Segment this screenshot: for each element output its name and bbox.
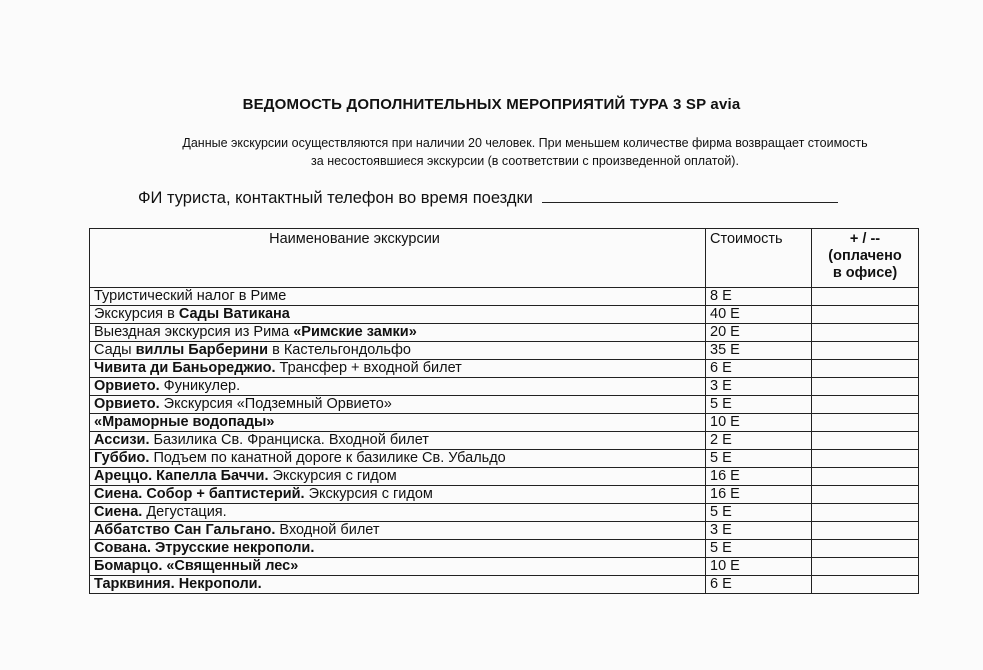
excursion-name-cell xyxy=(90,468,706,486)
excursion-name-plain: Экскурсия с гидом xyxy=(268,468,397,484)
table-row xyxy=(90,522,919,540)
excursion-name-plain: Базилика Св. Франциска. Входной билет xyxy=(149,432,429,448)
excursion-name-cell xyxy=(90,342,706,360)
fio-label: ФИ туриста, контактный телефон во время поездки xyxy=(138,189,533,207)
excursion-paid-cell[interactable] xyxy=(812,504,919,522)
excursion-paid-cell[interactable] xyxy=(812,396,919,414)
note-line-2: за несостоявшиеся экскурсии (в соответствии с произведенной оплатой). xyxy=(311,154,739,168)
header-cost: Стоимость xyxy=(706,229,812,288)
document-title: ВЕДОМОСТЬ ДОПОЛНИТЕЛЬНЫХ МЕРОПРИЯТИЙ ТУРА 3 SP avia xyxy=(242,96,741,113)
table-row xyxy=(90,306,919,324)
conditions-note xyxy=(120,134,930,170)
excursion-name-bold: Тарквиния. Некрополи. xyxy=(94,576,262,592)
table-row xyxy=(90,540,919,558)
excursion-paid-cell[interactable] xyxy=(812,576,919,594)
excursion-cost-cell: 5 Е xyxy=(706,396,812,414)
excursion-cost-cell: 16 Е xyxy=(706,486,812,504)
excursion-name-bold: «Мраморные водопады» xyxy=(94,414,275,430)
table-row xyxy=(90,288,919,306)
excursion-paid-cell[interactable] xyxy=(812,360,919,378)
excursion-paid-cell[interactable] xyxy=(812,288,919,306)
header-name: Наименование экскурсии xyxy=(90,229,706,288)
table-header-row xyxy=(90,229,919,288)
excursion-cost-cell: 35 Е xyxy=(706,342,812,360)
excursion-name-bold: Ассизи. xyxy=(94,432,150,448)
excursion-name-bold: «Римские замки» xyxy=(293,324,417,340)
excursion-paid-cell[interactable] xyxy=(812,522,919,540)
excursion-cost-cell: 10 Е xyxy=(706,558,812,576)
excursion-cost-cell: 2 Е xyxy=(706,432,812,450)
excursion-name-plain: Экскурсия с гидом xyxy=(304,486,433,502)
excursion-name-cell xyxy=(90,504,706,522)
excursion-paid-cell[interactable] xyxy=(812,306,919,324)
excursion-paid-cell[interactable] xyxy=(812,468,919,486)
excursion-name-bold: Сиена. Собор + баптистерий. xyxy=(94,486,305,502)
table-row xyxy=(90,342,919,360)
excursion-name-prefix: Выездная экскурсия из Рима xyxy=(94,324,294,340)
excursion-cost-cell: 16 Е xyxy=(706,468,812,486)
excursion-name-plain: Подъем по канатной дороге к базилике Св. Убальдо xyxy=(149,450,506,466)
excursions-table xyxy=(89,228,919,594)
excursion-paid-cell[interactable] xyxy=(812,378,919,396)
table-row xyxy=(90,378,919,396)
excursion-name-bold: Бомарцо. «Священный лес» xyxy=(94,558,299,574)
excursion-name-cell xyxy=(90,306,706,324)
excursion-name-plain: в Кастельгондольфо xyxy=(268,342,411,358)
table-row xyxy=(90,414,919,432)
header-paid-line-2: (оплачено xyxy=(828,248,902,264)
excursion-name-plain: Экскурсия «Подземный Орвието» xyxy=(159,396,392,412)
excursion-paid-cell[interactable] xyxy=(812,450,919,468)
table-row xyxy=(90,432,919,450)
excursion-cost-cell: 8 Е xyxy=(706,288,812,306)
excursion-paid-cell[interactable] xyxy=(812,432,919,450)
excursion-cost-cell: 5 Е xyxy=(706,504,812,522)
excursion-name-bold: Орвието. xyxy=(94,378,160,394)
table-row xyxy=(90,324,919,342)
excursion-name-bold: виллы Барберини xyxy=(135,342,269,358)
excursion-name-cell xyxy=(90,360,706,378)
excursion-name-cell xyxy=(90,378,706,396)
excursion-cost-cell: 3 Е xyxy=(706,378,812,396)
excursion-cost-cell: 20 Е xyxy=(706,324,812,342)
header-paid-line-3: в офисе) xyxy=(832,265,898,281)
excursion-name-cell xyxy=(90,576,706,594)
excursion-paid-cell[interactable] xyxy=(812,342,919,360)
header-paid xyxy=(812,229,919,288)
excursion-cost-cell: 10 Е xyxy=(706,414,812,432)
excursion-name-cell xyxy=(90,324,706,342)
excursion-name-plain: Туристический налог в Риме xyxy=(94,288,287,304)
tourist-contact-field xyxy=(138,188,838,208)
table-row xyxy=(90,396,919,414)
excursion-paid-cell[interactable] xyxy=(812,558,919,576)
table-row xyxy=(90,486,919,504)
excursion-cost-cell: 5 Е xyxy=(706,540,812,558)
excursion-name-cell xyxy=(90,558,706,576)
excursion-name-cell xyxy=(90,414,706,432)
excursion-name-cell xyxy=(90,540,706,558)
excursion-name-cell xyxy=(90,486,706,504)
excursion-paid-cell[interactable] xyxy=(812,540,919,558)
excursion-name-bold: Сиена. xyxy=(94,504,143,520)
fio-blank-line[interactable] xyxy=(542,188,838,203)
excursion-name-bold: Сады Ватикана xyxy=(178,306,290,322)
excursion-name-bold: Ареццо. Капелла Баччи. xyxy=(94,468,269,484)
excursion-name-bold: Чивита ди Баньореджио. xyxy=(94,360,276,376)
table-row xyxy=(90,468,919,486)
table-row xyxy=(90,504,919,522)
excursion-name-bold: Аббатство Сан Гальгано. xyxy=(94,522,276,538)
table-row xyxy=(90,558,919,576)
excursion-name-plain: Дегустация. xyxy=(142,504,227,520)
table-body xyxy=(90,288,919,594)
table-row xyxy=(90,576,919,594)
table-row xyxy=(90,360,919,378)
excursion-name-cell xyxy=(90,432,706,450)
excursion-name-prefix: Сады xyxy=(94,342,136,358)
excursion-name-prefix: Экскурсия в xyxy=(94,306,179,322)
excursion-name-cell xyxy=(90,288,706,306)
excursion-name-bold: Сована. Этрусские некрополи. xyxy=(94,540,315,556)
excursion-name-plain: Входной билет xyxy=(275,522,380,538)
header-paid-line-1: + / -- xyxy=(849,231,881,247)
excursion-name-cell xyxy=(90,522,706,540)
excursion-name-bold: Орвието. xyxy=(94,396,160,412)
excursion-cost-cell: 6 Е xyxy=(706,576,812,594)
excursion-name-cell xyxy=(90,450,706,468)
excursion-cost-cell: 40 Е xyxy=(706,306,812,324)
table-row xyxy=(90,450,919,468)
excursion-name-bold: Губбио. xyxy=(94,450,150,466)
excursion-paid-cell[interactable] xyxy=(812,414,919,432)
excursion-name-plain: Фуникулер. xyxy=(159,378,241,394)
note-line-1: Данные экскурсии осуществляются при наличии 20 человек. При меньшем количестве фирма возвращает стоимость xyxy=(182,136,868,150)
excursion-cost-cell: 3 Е xyxy=(706,522,812,540)
excursion-paid-cell[interactable] xyxy=(812,486,919,504)
excursion-name-cell xyxy=(90,396,706,414)
excursion-cost-cell: 6 Е xyxy=(706,360,812,378)
excursion-name-plain: Трансфер + входной билет xyxy=(275,360,462,376)
excursion-paid-cell[interactable] xyxy=(812,324,919,342)
excursion-cost-cell: 5 Е xyxy=(706,450,812,468)
